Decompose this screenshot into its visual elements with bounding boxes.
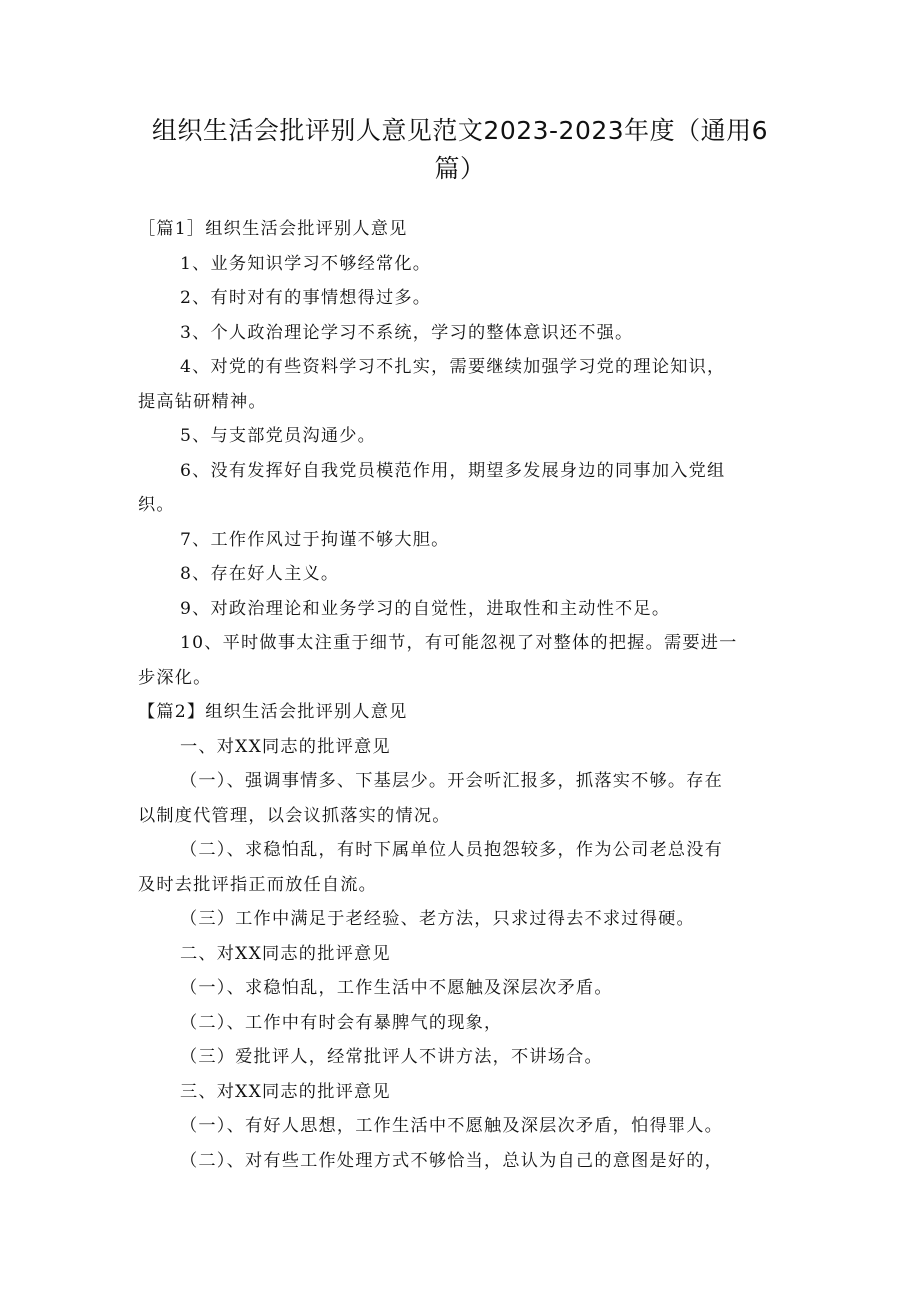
text-line: 6、没有发挥好自我党员模范作用，期望多发展身边的同事加入党组 <box>180 460 726 481</box>
text-line: （一）、求稳怕乱，工作生活中不愿触及深层次矛盾。 <box>180 978 613 998</box>
text-line: 一、对XX同志的批评意见 <box>180 736 391 757</box>
title-line-2: 篇） <box>434 154 486 183</box>
text-line: 2、有时对有的事情想得过多。 <box>180 288 432 308</box>
text-line: 10、平时做事太注重于细节，有可能忽视了对整体的把握。需要进一 <box>180 633 738 653</box>
text-line: 二、对XX同志的批评意见 <box>180 943 391 964</box>
document-title <box>140 112 780 188</box>
text-line: ［篇1］组织生活会批评别人意见 <box>138 219 408 239</box>
text-line: 9、对政治理论和业务学习的自觉性，进取性和主动性不足。 <box>180 598 671 619</box>
text-line: 【篇2】组织生活会批评别人意见 <box>138 702 408 722</box>
title-line-1: 组织生活会批评别人意见范文2023-2023年度（通用6 <box>151 116 769 145</box>
text-line: 3、个人政治理论学习不系统，学习的整体意识还不强。 <box>180 322 634 343</box>
text-line: 三、对XX同志的批评意见 <box>180 1081 391 1102</box>
text-line: 5、与支部党员沟通少。 <box>180 426 377 446</box>
text-line: 织。 <box>138 495 175 515</box>
text-line: （二）、工作中有时会有暴脾气的现象， <box>180 1012 503 1033</box>
text-line: 提高钻研精神。 <box>138 391 267 412</box>
text-line: 步深化。 <box>138 667 212 688</box>
text-line: （一）、有好人思想，工作生活中不愿触及深层次矛盾，怕得罪人。 <box>180 1116 724 1136</box>
text-line: 8、存在好人主义。 <box>180 564 340 584</box>
text-line: （一）、强调事情多、下基层少。开会听汇报多，抓落实不够。存在 <box>180 771 724 791</box>
text-line: （二）、对有些工作处理方式不够恰当，总认为自己的意图是好的， <box>180 1150 724 1171</box>
text-line: 7、工作作风过于拘谨不够大胆。 <box>180 529 450 550</box>
text-line: （三）爱批评人，经常批评人不讲方法，不讲场合。 <box>180 1047 603 1067</box>
text-line: （二）、求稳怕乱，有时下属单位人员抱怨较多，作为公司老总没有 <box>180 840 724 860</box>
text-line: 4、对党的有些资料学习不扎实，需要继续加强学习党的理论知识， <box>180 357 726 377</box>
document-body <box>138 212 802 1178</box>
text-line: 1、业务知识学习不够经常化。 <box>180 253 432 274</box>
text-line: 以制度代管理，以会议抓落实的情况。 <box>138 805 451 826</box>
text-line: 及时去批评指正而放任自流。 <box>138 874 378 895</box>
text-line: （三）工作中满足于老经验、老方法，只求过得去不求过得硬。 <box>180 909 695 929</box>
